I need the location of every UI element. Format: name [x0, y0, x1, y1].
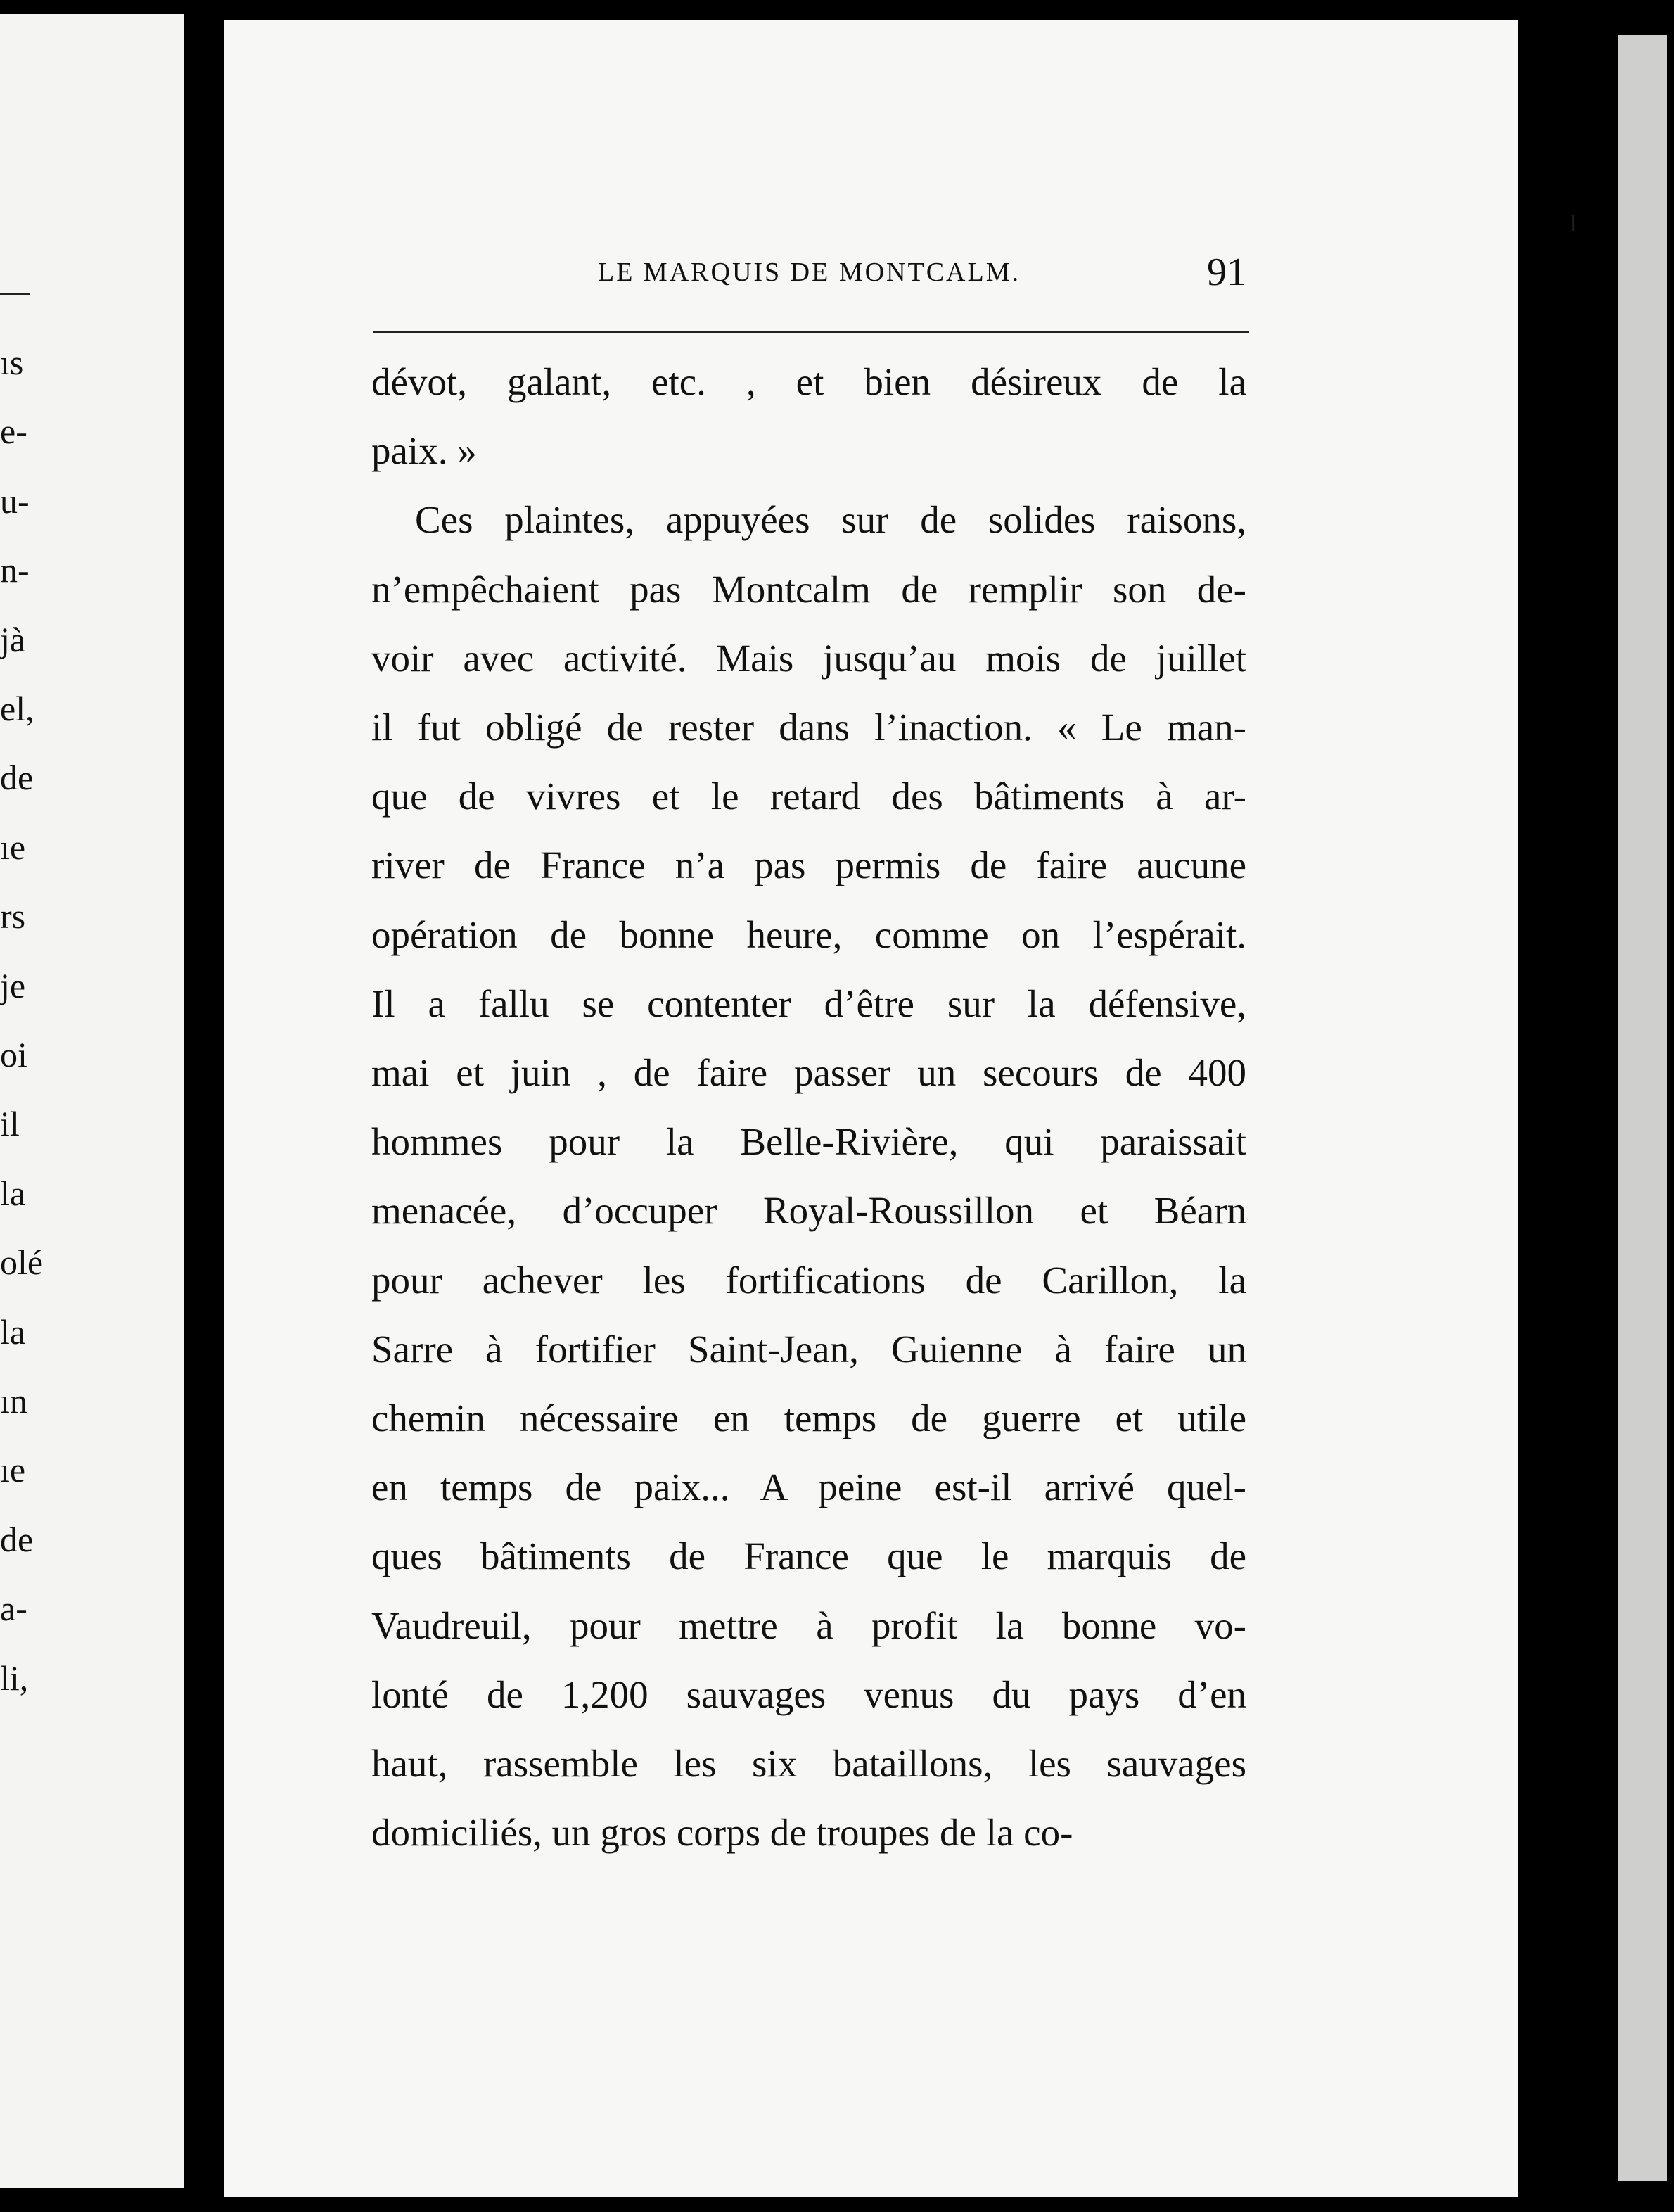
- next-page-edge: [1618, 35, 1667, 2181]
- page-number: 91: [1207, 250, 1246, 294]
- previous-page-line-fragment: de: [0, 1519, 34, 1559]
- previous-page-line-fragment: de: [0, 758, 34, 798]
- text-line: pour achever les fortifications de Carillon, la: [371, 1258, 1246, 1302]
- previous-page-line-fragment: n-: [0, 550, 30, 590]
- previous-page-line-fragment: rs: [0, 896, 26, 936]
- previous-page-line-fragment: li,: [0, 1658, 29, 1698]
- text-line: opération de bonne heure, comme on l’espérait.: [371, 913, 1246, 956]
- text-line: il fut obligé de rester dans l’inaction. « Le man-: [371, 706, 1246, 749]
- previous-page: [0, 14, 184, 2188]
- text-line: en temps de paix... A peine est-il arrivé quel-: [371, 1466, 1246, 1509]
- previous-page-line-fragment: oi: [0, 1035, 27, 1074]
- previous-page-line-fragment: ıe: [0, 1450, 26, 1490]
- text-line: menacée, d’occuper Royal-Roussillon et Béarn: [371, 1189, 1246, 1233]
- text-line: que de vivres et le retard des bâtiments à ar-: [371, 775, 1246, 818]
- text-line: Ces plaintes, appuyées sur de solides raisons,: [415, 498, 1246, 542]
- previous-page-line-fragment: la: [0, 1173, 26, 1213]
- previous-page-line-fragment: ıs: [0, 343, 24, 382]
- previous-page-line-fragment: el,: [0, 689, 34, 728]
- previous-page-line-fragment: olé: [0, 1242, 44, 1283]
- previous-page-line-fragment: la: [0, 1311, 26, 1352]
- text-line: lonté de 1,200 sauvages venus du pays d’en: [371, 1672, 1246, 1716]
- text-line: hommes pour la Belle-Rivière, qui paraissait: [371, 1120, 1246, 1164]
- previous-page-line-fragment: jà: [0, 619, 26, 659]
- text-line: paix. »: [371, 429, 477, 473]
- previous-page-line-fragment: ın: [0, 1381, 27, 1420]
- previous-page-line-fragment: e-: [0, 412, 27, 452]
- previous-page-line-fragment: je: [0, 965, 26, 1005]
- text-line: mai et juin , de faire passer un secours de 400: [371, 1051, 1246, 1094]
- header-rule: [373, 331, 1249, 333]
- page: [224, 20, 1518, 2197]
- text-line: chemin nécessaire en temps de guerre et utile: [371, 1397, 1246, 1439]
- previous-page-line-fragment: a-: [0, 1589, 27, 1629]
- text-line: Vaudreuil, pour mettre à profit la bonne vo-: [371, 1603, 1246, 1647]
- text-line: Il a fallu se contenter d’être sur la défensive,: [371, 981, 1246, 1025]
- text-line: n’empêchaient pas Montcalm de remplir son de-: [371, 567, 1246, 611]
- text-line: voir avec activité. Mais jusqu’au mois de juillet: [371, 636, 1246, 680]
- text-line: domiciliés, un gros corps de troupes de la co-: [371, 1811, 1073, 1855]
- previous-page-line-fragment: ıe: [0, 827, 26, 867]
- next-page-mark: l: [1570, 211, 1577, 237]
- text-line: ques bâtiments de France que le marquis de: [371, 1534, 1246, 1578]
- previous-page-line-fragment: il: [0, 1104, 20, 1144]
- text-line: Sarre à fortifier Saint-Jean, Guienne à faire un: [371, 1327, 1246, 1371]
- text-line: river de France n’a pas permis de faire aucune: [371, 844, 1246, 887]
- text-line: dévot, galant, etc. , et bien désireux de la: [371, 360, 1246, 403]
- running-head: LE MARQUIS DE MONTCALM.: [598, 258, 1021, 287]
- previous-page-line-fragment: u-: [0, 481, 30, 521]
- text-line: haut, rassemble les six bataillons, les sauvages: [371, 1742, 1246, 1785]
- previous-page-rule: [0, 293, 30, 295]
